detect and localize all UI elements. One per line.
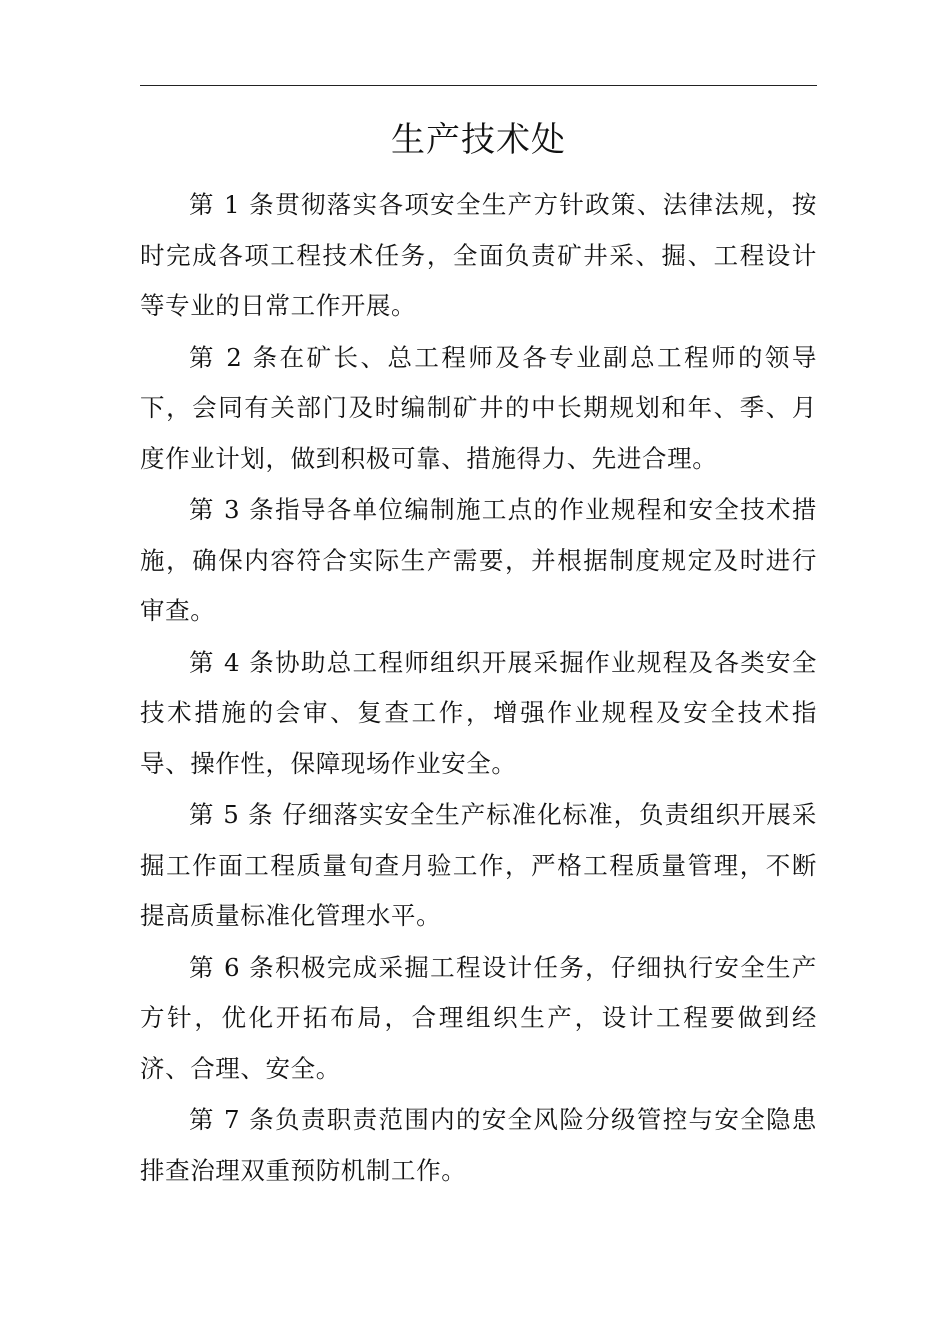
header-rule bbox=[140, 85, 817, 86]
document-body bbox=[140, 180, 817, 1197]
article-1: 第 1 条贯彻落实各项安全生产方针政策、法律法规，按时完成各项工程技术任务，全面负责矿井采、掘、工程设计等专业的日常工作开展。 bbox=[140, 190, 817, 320]
article-2: 第 2 条在矿长、总工程师及各专业副总工程师的领导下，会同有关部门及时编制矿井的中长期规划和年、季、月度作业计划，做到积极可靠、措施得力、先进合理。 bbox=[140, 342, 817, 473]
page-title: 生产技术处 bbox=[391, 120, 566, 160]
article-5: 第 5 条 仔细落实安全生产标准化标准，负责组织开展采掘工作面工程质量旬查月验工作，严格工程质量管理，不断提高质量标准化管理水平。 bbox=[140, 800, 817, 930]
article-7: 第 7 条负责职责范围内的安全风险分级管控与安全隐患排查治理双重预防机制工作。 bbox=[140, 1105, 817, 1185]
article-6: 第 6 条积极完成采掘工程设计任务，仔细执行安全生产方针，优化开拓布局，合理组织生产，设计工程要做到经济、合理、安全。 bbox=[140, 952, 817, 1083]
article-4: 第 4 条协助总工程师组织开展采掘作业规程及各类安全技术措施的会审、复查工作，增强作业规程及安全技术指导、操作性，保障现场作业安全。 bbox=[140, 647, 817, 778]
article-3: 第 3 条指导各单位编制施工点的作业规程和安全技术措施，确保内容符合实际生产需要，并根据制度规定及时进行审查。 bbox=[140, 495, 817, 625]
